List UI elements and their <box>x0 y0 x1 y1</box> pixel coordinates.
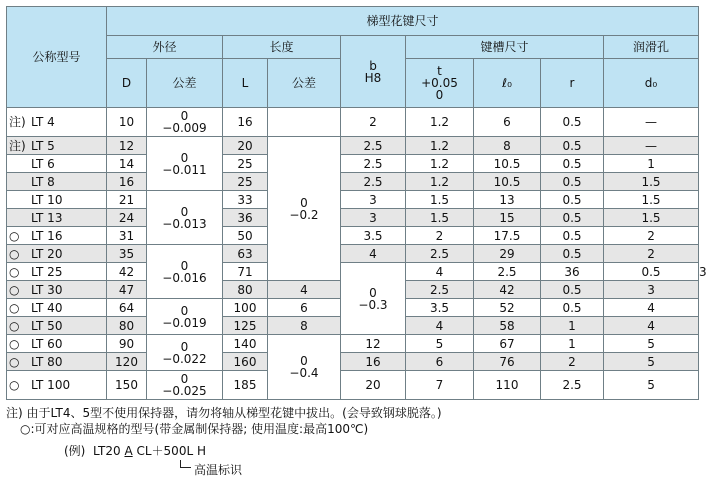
d0-cell: — <box>604 137 699 155</box>
model-name: LT 60 <box>31 336 63 351</box>
l-cell: 36 <box>223 209 268 227</box>
table-row <box>7 353 699 371</box>
l0-cell: 6 <box>474 108 541 137</box>
b-cell: 2.5 <box>341 173 406 191</box>
model-name: LT 8 <box>31 174 55 189</box>
high-temp-label: 高温标识 <box>194 463 243 477</box>
l0-cell: 15 <box>474 209 541 227</box>
b-cell: 12 <box>341 335 406 353</box>
d-cell: 80 <box>107 317 147 335</box>
d-cell: 120 <box>107 353 147 371</box>
b-cell: 4 <box>268 281 341 299</box>
model-name: LT 10 <box>31 192 63 207</box>
header-D-tolerance: 公差 <box>147 59 223 108</box>
model-name: LT 6 <box>31 156 55 171</box>
d-cell: 35 <box>107 245 147 263</box>
l-cell: 63 <box>223 245 268 263</box>
d-tolerance-cell: 0 −0.009 <box>147 108 223 137</box>
b-cell: 2.5 <box>341 137 406 155</box>
t-cell: 1.2 <box>406 155 474 173</box>
model-name: LT 20 <box>31 246 63 261</box>
r-cell: 0.5 <box>541 245 604 263</box>
model-cell <box>7 108 107 137</box>
table-row <box>7 371 699 400</box>
d-tolerance-cell: 0 −0.016 <box>147 245 223 299</box>
row-mark: 注) <box>9 138 26 153</box>
model-name: LT 80 <box>31 354 63 369</box>
r-cell: 2 <box>541 353 604 371</box>
l-cell: 80 <box>223 281 268 299</box>
table-row: ○ LT 25 42 71 0 −0.3 4 2.5 36 0.5 3 <box>7 263 699 281</box>
model-name: LT 5 <box>31 138 55 153</box>
model-cell <box>7 335 107 353</box>
t-cell: 7 <box>406 371 474 400</box>
model-cell <box>7 281 107 299</box>
model-name: LT 50 <box>31 318 63 333</box>
row-mark: ○ <box>9 246 20 261</box>
d-cell: 16 <box>107 173 147 191</box>
t-cell: 2.5 <box>406 245 474 263</box>
r-cell: 1 <box>541 335 604 353</box>
d0-cell: 1.5 <box>604 191 699 209</box>
r-cell: 0.5 <box>541 281 604 299</box>
l-tolerance-cell: 0 −0.4 <box>268 335 341 400</box>
model-cell <box>7 299 107 317</box>
d-cell: 24 <box>107 209 147 227</box>
r-cell: 0.5 <box>541 299 604 317</box>
d0-cell: 4 <box>604 299 699 317</box>
r-cell: 0.5 <box>541 191 604 209</box>
l-cell: 16 <box>223 108 268 137</box>
model-cell <box>7 227 107 245</box>
model-name: LT 16 <box>31 228 63 243</box>
b-cell: 8 <box>268 317 341 335</box>
r-cell: 0.5 <box>541 155 604 173</box>
model-name: LT 100 <box>31 378 71 392</box>
header-model: 公称型号 <box>7 7 107 108</box>
footnote-high-temp: ○:可对应高温规格的型号(带金属制保持器; 使用温度:最高100℃) <box>20 422 369 436</box>
row-mark: 注) <box>9 115 26 129</box>
model-cell <box>7 245 107 263</box>
l0-cell: 76 <box>474 353 541 371</box>
d0-cell: 5 <box>604 371 699 400</box>
l0-cell: 36 <box>541 263 604 281</box>
d-tolerance-cell: 0 −0.025 <box>147 371 223 400</box>
t-cell: 4 <box>406 317 474 335</box>
model-name: LT 30 <box>31 282 63 297</box>
d-tolerance-cell: 0 −0.011 <box>147 137 223 191</box>
t-cell: 1.5 <box>406 191 474 209</box>
l-cell: 185 <box>223 371 268 400</box>
r-cell: 0.5 <box>541 108 604 137</box>
l0-cell: 10.5 <box>474 173 541 191</box>
l-cell: 100 <box>223 299 268 317</box>
t-cell: 6 <box>406 353 474 371</box>
l-tolerance-cell: 0 −0.3 <box>341 263 406 335</box>
l-cell: 125 <box>223 317 268 335</box>
l0-cell: 17.5 <box>474 227 541 245</box>
l-tolerance-cell: 0 −0.2 <box>268 137 341 281</box>
table-row <box>7 108 699 137</box>
row-mark: ○ <box>9 336 20 351</box>
model-cell <box>7 191 107 209</box>
d0-cell: 1.5 <box>604 173 699 191</box>
example-marked-letter: A <box>124 444 133 458</box>
table-row <box>7 155 699 173</box>
d-tolerance-cell: 0 −0.022 <box>147 335 223 371</box>
l-cell: 140 <box>223 335 268 353</box>
d0-cell: 5 <box>604 335 699 353</box>
header-D: D <box>107 59 147 108</box>
t-cell: 2 <box>406 227 474 245</box>
l-cell: 33 <box>223 191 268 209</box>
row-mark: ○ <box>9 318 20 333</box>
l0-cell: 110 <box>474 371 541 400</box>
b-cell: 3.5 <box>341 227 406 245</box>
l0-cell: 29 <box>474 245 541 263</box>
d-cell: 31 <box>107 227 147 245</box>
header-outer-diameter: 外径 <box>107 36 223 59</box>
t-cell: 1.2 <box>406 108 474 137</box>
row-mark: ○ <box>9 300 20 315</box>
t-cell: 1.2 <box>406 173 474 191</box>
l-cell: 71 <box>223 263 268 281</box>
leader-line-icon <box>180 460 191 468</box>
l0-cell: 10.5 <box>474 155 541 173</box>
t-cell: 2.5 <box>406 281 474 299</box>
b-cell: 16 <box>341 353 406 371</box>
table-row <box>7 335 699 353</box>
model-cell <box>7 209 107 227</box>
d0-cell: 2 <box>604 245 699 263</box>
l0-cell: 67 <box>474 335 541 353</box>
header-d0: d₀ <box>604 59 699 108</box>
model-cell <box>7 317 107 335</box>
header-L: L <box>223 59 268 108</box>
d0-cell: — <box>604 108 699 137</box>
d0-cell: 4 <box>604 317 699 335</box>
b-cell: 2 <box>341 108 406 137</box>
d0-cell: 5 <box>604 353 699 371</box>
b-cell: 2.5 <box>341 155 406 173</box>
d-cell: 150 <box>107 371 147 400</box>
header-r: r <box>541 59 604 108</box>
r-cell: 2.5 <box>541 371 604 400</box>
row-mark: ○ <box>9 282 20 297</box>
table-row <box>7 227 699 245</box>
r-cell: 0.5 <box>604 263 699 281</box>
d-cell: 64 <box>107 299 147 317</box>
d-cell: 42 <box>107 263 147 281</box>
d-cell: 47 <box>107 281 147 299</box>
l-cell: 20 <box>223 137 268 155</box>
r-cell: 1 <box>541 317 604 335</box>
r-cell: 0.5 <box>541 173 604 191</box>
t-cell: 5 <box>406 335 474 353</box>
t-cell: 1.2 <box>406 137 474 155</box>
header-main-title: 梯型花键尺寸 <box>107 7 699 36</box>
table-row <box>7 137 699 155</box>
model-cell <box>7 353 107 371</box>
d-cell: 21 <box>107 191 147 209</box>
b-cell: 3 <box>341 191 406 209</box>
d-tolerance-cell: 0 −0.013 <box>147 191 223 245</box>
example-suffix: CL＋500L H <box>132 444 206 458</box>
row-mark: ○ <box>9 228 20 243</box>
table-row <box>7 173 699 191</box>
model-name: LT 40 <box>31 300 63 315</box>
header-l0: ℓ₀ <box>474 59 541 108</box>
l0-cell: 52 <box>474 299 541 317</box>
d-cell: 10 <box>107 108 147 137</box>
l0-cell: 13 <box>474 191 541 209</box>
header-key-slot: 键槽尺寸 <box>406 36 604 59</box>
footnote-retainer: 注) 由于LT4、5型不使用保持器，请勿将轴从梯型花键中拔出。(会导致钢球脱落。) <box>6 406 442 420</box>
header-t: t +0.05 0 <box>406 59 474 108</box>
t-cell: 1.5 <box>406 209 474 227</box>
d0-cell: 2 <box>604 227 699 245</box>
header-L-tolerance: 公差 <box>268 59 341 108</box>
b-cell: 4 <box>341 245 406 263</box>
model-name: LT 25 <box>31 264 63 279</box>
d-cell: 14 <box>107 155 147 173</box>
r-cell: 0.5 <box>541 209 604 227</box>
table-row <box>7 209 699 227</box>
row-mark: ○ <box>9 378 20 392</box>
l0-cell: 8 <box>474 137 541 155</box>
footnotes <box>6 405 442 437</box>
table-row <box>7 191 699 209</box>
model-cell <box>7 263 107 281</box>
row-mark: ○ <box>9 354 20 369</box>
b-cell: 4 <box>406 263 474 281</box>
t-cell: 2.5 <box>474 263 541 281</box>
d0-cell: 1.5 <box>604 209 699 227</box>
r-cell: 0.5 <box>541 227 604 245</box>
b-cell: 3 <box>341 209 406 227</box>
spline-dimension-table <box>6 6 707 400</box>
d-cell: 90 <box>107 335 147 353</box>
header-b: b H8 <box>341 36 406 108</box>
model-name: LT 4 <box>31 115 55 129</box>
d0-cell: 1 <box>604 155 699 173</box>
l-cell: 160 <box>223 353 268 371</box>
model-cell <box>7 137 107 155</box>
t-cell: 3.5 <box>406 299 474 317</box>
l-cell: 50 <box>223 227 268 245</box>
example-prefix: (例) LT20 <box>64 444 125 458</box>
example-code <box>64 444 206 458</box>
d0-cell: 3 <box>604 281 699 299</box>
table-row <box>7 245 699 263</box>
model-cell <box>7 155 107 173</box>
model-cell <box>7 371 107 400</box>
d-cell: 12 <box>107 137 147 155</box>
model-name: LT 13 <box>31 210 63 225</box>
d-tolerance-cell: 0 −0.019 <box>147 299 223 335</box>
model-cell <box>7 173 107 191</box>
r-cell: 0.5 <box>541 137 604 155</box>
row-mark: ○ <box>9 264 20 279</box>
b-cell: 20 <box>341 371 406 400</box>
header-lube-hole: 润滑孔 <box>604 36 699 59</box>
l0-cell: 42 <box>474 281 541 299</box>
b-cell: 6 <box>268 299 341 317</box>
header-length: 长度 <box>223 36 341 59</box>
l-cell: 25 <box>223 155 268 173</box>
l0-cell: 58 <box>474 317 541 335</box>
l-tolerance-cell <box>268 108 341 137</box>
l-cell: 25 <box>223 173 268 191</box>
